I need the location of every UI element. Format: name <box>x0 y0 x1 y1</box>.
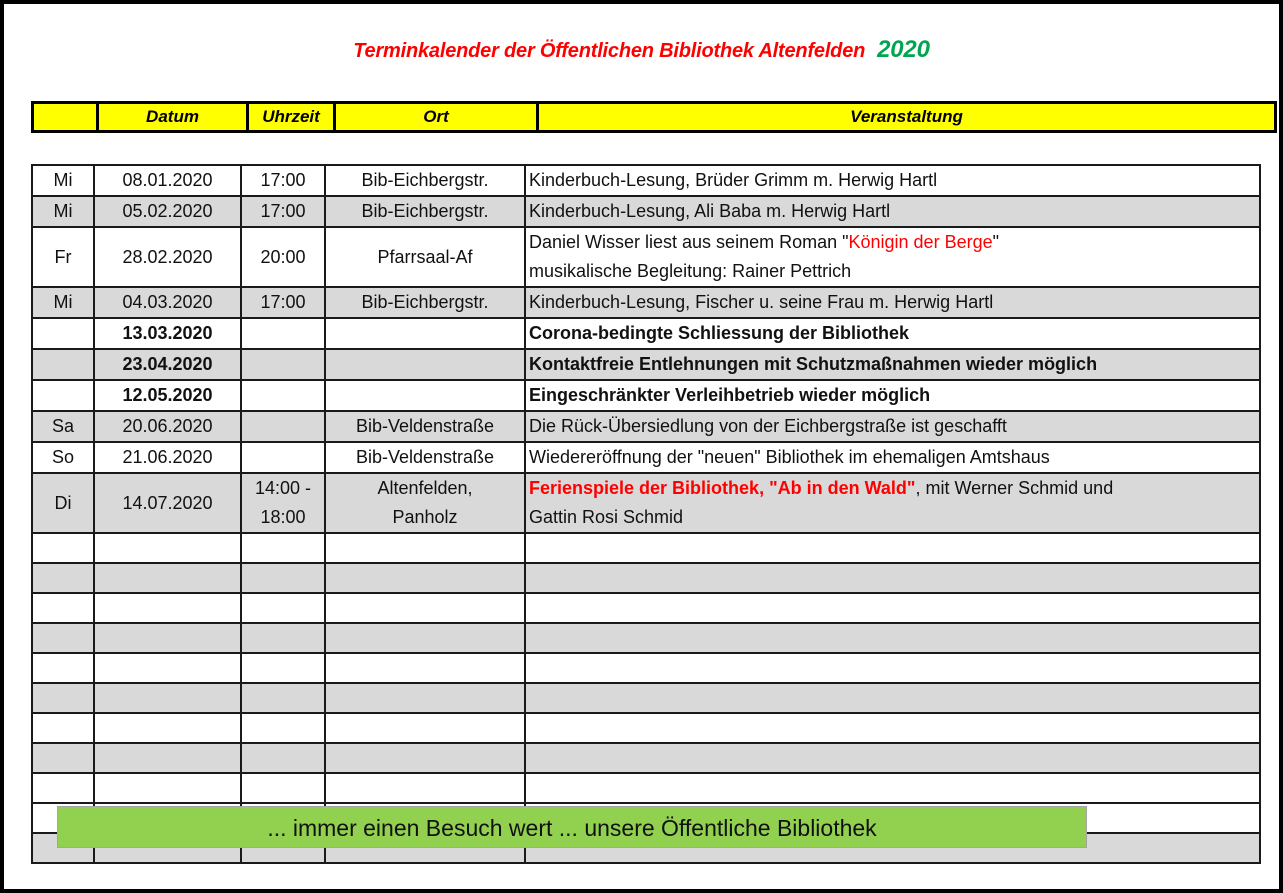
table-row <box>32 318 1260 349</box>
cell-day <box>32 380 94 411</box>
event-line-2: Gattin Rosi Schmid <box>529 507 684 527</box>
cell-event: Wiedereröffnung der "neuen" Bibliothek im ehemaligen Amtshaus <box>525 442 1260 473</box>
cell-event: Corona-bedingte Schliessung der Bibliothek <box>525 318 1260 349</box>
header-time: Uhrzeit <box>248 103 335 132</box>
cell-day: Di <box>32 473 94 533</box>
empty-row <box>32 533 1260 563</box>
table-row <box>32 411 1260 442</box>
cell-time <box>241 380 325 411</box>
cell-date: 14.07.2020 <box>94 473 241 533</box>
title-year: 2020 <box>877 36 930 63</box>
cell-date: 13.03.2020 <box>94 318 241 349</box>
table-row <box>32 473 1260 533</box>
header-event: Veranstaltung <box>538 103 1276 132</box>
cell-time: 17:00 <box>241 196 325 227</box>
time-line-1: 14:00 - <box>254 478 312 498</box>
cell-event <box>525 227 1260 287</box>
empty-row <box>32 563 1260 593</box>
table-row <box>32 227 1260 287</box>
empty-row <box>32 623 1260 653</box>
cell-place <box>325 318 525 349</box>
cell-date: 05.02.2020 <box>94 196 241 227</box>
cell-date: 21.06.2020 <box>94 442 241 473</box>
event-text: Daniel Wisser liest aus seinem Roman " <box>529 232 849 252</box>
header-table <box>31 101 1277 133</box>
cell-day: Mi <box>32 165 94 196</box>
empty-row <box>32 743 1260 773</box>
cell-time <box>241 473 325 533</box>
cell-place <box>325 349 525 380</box>
time-line-2: 18:00 <box>260 507 306 527</box>
place-line-2: Panholz <box>392 507 458 527</box>
table-row <box>32 380 1260 411</box>
table-row <box>32 165 1260 196</box>
cell-place <box>325 473 525 533</box>
header-date: Datum <box>98 103 248 132</box>
cell-event: Die Rück-Übersiedlung von der Eichbergstraße ist geschafft <box>525 411 1260 442</box>
cell-place: Pfarrsaal-Af <box>325 227 525 287</box>
cell-time: 20:00 <box>241 227 325 287</box>
cell-place <box>325 380 525 411</box>
cell-place: Bib-Eichbergstr. <box>325 287 525 318</box>
cell-day: Fr <box>32 227 94 287</box>
empty-row <box>32 683 1260 713</box>
header-row <box>33 103 1276 132</box>
cell-date: 20.06.2020 <box>94 411 241 442</box>
empty-row <box>32 773 1260 803</box>
cell-event: Kinderbuch-Lesung, Brüder Grimm m. Herwig Hartl <box>525 165 1260 196</box>
cell-time <box>241 318 325 349</box>
table-row <box>32 196 1260 227</box>
cell-event: Kontaktfreie Entlehnungen mit Schutzmaßnahmen wieder möglich <box>525 349 1260 380</box>
cell-day <box>32 349 94 380</box>
event-line-2: musikalische Begleitung: Rainer Pettrich <box>529 261 852 281</box>
events-table <box>31 164 1261 864</box>
cell-time: 17:00 <box>241 287 325 318</box>
event-line-1 <box>529 228 1259 257</box>
cell-day: Sa <box>32 411 94 442</box>
cell-event: Eingeschränkter Verleihbetrieb wieder möglich <box>525 380 1260 411</box>
cell-day: Mi <box>32 287 94 318</box>
empty-row <box>32 593 1260 623</box>
event-highlight: Ferienspiele der Bibliothek, "Ab in den Wald" <box>529 478 916 498</box>
cell-event: Kinderbuch-Lesung, Fischer u. seine Frau m. Herwig Hartl <box>525 287 1260 318</box>
page-title <box>0 36 1283 64</box>
header-place: Ort <box>335 103 538 132</box>
cell-event: Kinderbuch-Lesung, Ali Baba m. Herwig Hartl <box>525 196 1260 227</box>
cell-time <box>241 411 325 442</box>
cell-date: 23.04.2020 <box>94 349 241 380</box>
cell-place: Bib-Veldenstraße <box>325 442 525 473</box>
slogan-banner: ... immer einen Besuch wert ... unsere Öffentliche Bibliothek <box>57 806 1087 848</box>
cell-place: Bib-Eichbergstr. <box>325 165 525 196</box>
place-line-1: Altenfelden, <box>377 478 473 498</box>
empty-row <box>32 653 1260 683</box>
cell-date: 04.03.2020 <box>94 287 241 318</box>
cell-place: Bib-Eichbergstr. <box>325 196 525 227</box>
cell-time: 17:00 <box>241 165 325 196</box>
empty-row <box>32 713 1260 743</box>
event-quote-close: " <box>992 232 999 252</box>
cell-place: Bib-Veldenstraße <box>325 411 525 442</box>
cell-date: 28.02.2020 <box>94 227 241 287</box>
cell-day: Mi <box>32 196 94 227</box>
cell-event <box>525 473 1260 533</box>
cell-day: So <box>32 442 94 473</box>
cell-date: 08.01.2020 <box>94 165 241 196</box>
cell-day <box>32 318 94 349</box>
cell-time <box>241 349 325 380</box>
table-row <box>32 287 1260 318</box>
header-day <box>33 103 98 132</box>
cell-time <box>241 442 325 473</box>
cell-date: 12.05.2020 <box>94 380 241 411</box>
event-text: , mit Werner Schmid und <box>915 478 1114 498</box>
event-line-1 <box>529 474 1259 503</box>
book-title: Königin der Berge <box>848 232 993 252</box>
table-row <box>32 349 1260 380</box>
title-text: Terminkalender der Öffentlichen Bibliothek Altenfelden <box>353 40 866 62</box>
table-row <box>32 442 1260 473</box>
